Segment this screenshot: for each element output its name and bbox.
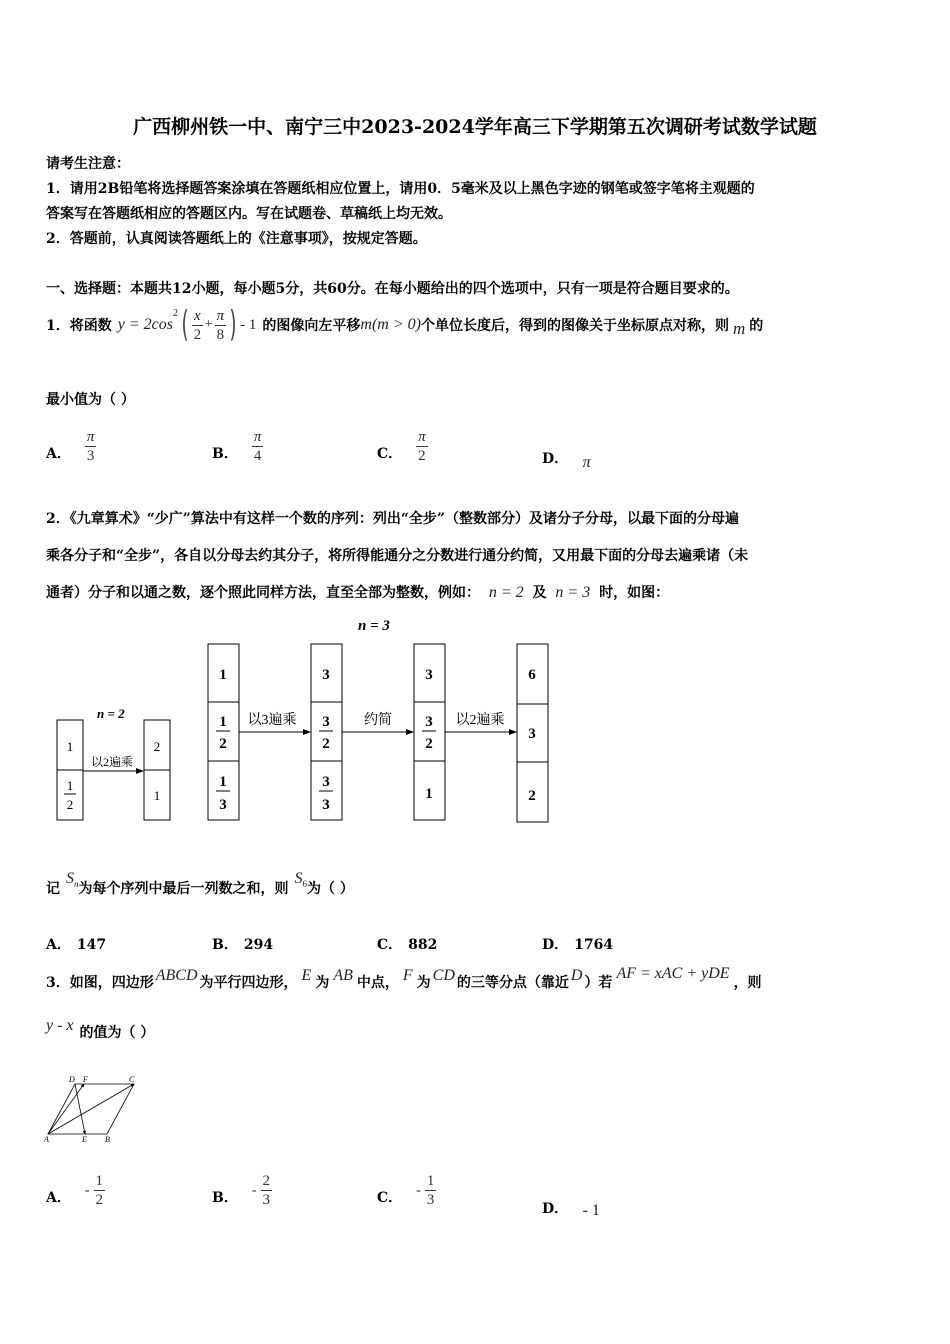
q1-prefix: 1．将函数 bbox=[46, 318, 112, 334]
q2-sn: $S_n$ bbox=[66, 870, 79, 890]
n3-arrow2-label: 约简 bbox=[364, 713, 392, 728]
q2-n2: n = 2 bbox=[488, 584, 524, 601]
svg-text:2: 2 bbox=[425, 736, 433, 752]
page-title: 广西柳州铁一中、南宁三中2023-2024学年高三下学期第五次调研考试数学试题 bbox=[133, 116, 817, 138]
q3-line1: 3．如图，四边形 ABCD 为平行四边形， E 为 AB 中点， F 为 CD 的三等分点（靠近 D ）若 AF = xAC + yDE ，则 bbox=[46, 965, 762, 991]
n3-column-4 bbox=[517, 644, 548, 822]
svg-text:F: F bbox=[83, 1075, 88, 1084]
svg-text:D: D bbox=[69, 1075, 75, 1084]
svg-text:C: C bbox=[129, 1075, 135, 1084]
q3-option-d[interactable]: D． - 1 bbox=[542, 1201, 600, 1219]
q3-option-c[interactable]: C． - $\frac{1}{3}$ bbox=[377, 1173, 435, 1208]
q2-option-d[interactable]: D． 1764 bbox=[542, 937, 614, 953]
notice-item1-line1: 1．请用2B铅笔将选择题答案涂填在答题纸相应位置上，请用0．5毫米及以上黑色字迹的钢笔或签字笔将主观题的 bbox=[46, 181, 755, 197]
q3-option-a[interactable]: A． - $\frac{1}{2}$ bbox=[46, 1173, 104, 1208]
q3-vector-eq: AF = xAC + yDE bbox=[616, 965, 730, 982]
svg-text:3: 3 bbox=[528, 726, 536, 742]
notice-item1-line2: 答案写在答题纸相应的答题区内。写在试题卷、草稿纸上均无效。 bbox=[46, 206, 452, 222]
q2-n3: n = 3 bbox=[555, 584, 591, 601]
n2-right-column bbox=[144, 720, 170, 820]
n3-arrow3-label: 以2遍乘 bbox=[455, 713, 505, 728]
q3-abcd: ABCD bbox=[155, 967, 198, 984]
q1-plus: + bbox=[204, 317, 213, 332]
q1-mid2: 个单位长度后，得到的图像关于坐标原点对称，则 bbox=[420, 318, 729, 334]
question-1: 1．将函数 y = 2cos $^2$ ( $\frac{x}{2}$ + $\frac{\pi}{8}$ ) - 1 的图像向左平移 m(m > 0) 个单位长度后，得到的图像关于坐标原点对称，则 m 的 bbox=[46, 304, 764, 345]
q3-expr: y - x bbox=[46, 1017, 74, 1034]
svg-text:3: 3 bbox=[322, 667, 330, 683]
svg-text:2: 2 bbox=[528, 788, 536, 804]
q3-parallelogram-figure bbox=[42, 1072, 142, 1146]
n3-column-1 bbox=[208, 644, 239, 820]
n2-label: n = 2 bbox=[97, 706, 125, 721]
svg-text:A: A bbox=[44, 1135, 49, 1144]
svg-text:1: 1 bbox=[219, 667, 227, 683]
n3-column-3 bbox=[414, 644, 445, 820]
q1-option-b[interactable]: B． $\frac{\pi}{4}$ bbox=[212, 429, 262, 464]
svg-text:3: 3 bbox=[425, 714, 433, 730]
q1-option-a[interactable]: A． $\frac{\pi}{3}$ bbox=[46, 429, 95, 464]
q3-f: F bbox=[402, 967, 413, 984]
q1-minus-one: - 1 bbox=[240, 316, 257, 333]
svg-text:B: B bbox=[105, 1135, 110, 1144]
svg-text:3: 3 bbox=[322, 714, 330, 730]
svg-text:3: 3 bbox=[219, 797, 227, 813]
svg-text:2: 2 bbox=[219, 736, 227, 752]
n3-label: n = 3 bbox=[358, 618, 390, 634]
svg-text:3: 3 bbox=[322, 797, 330, 813]
q1-frac-x2: $\frac{x}{2}$ bbox=[193, 307, 202, 343]
q2-question: 记 $S_n$ 为每个序列中最后一列数之和，则 $S_6$ 为（ ） bbox=[46, 870, 354, 897]
q2-option-c[interactable]: C． 882 bbox=[377, 937, 438, 953]
notice-heading: 请考生注意： bbox=[46, 156, 130, 172]
section-heading: 一、选择题：本题共12小题，每小题5分，共60分。在每小题给出的四个选项中，只有一项是符合题目要求的。 bbox=[46, 281, 739, 297]
q1-frac-pi8: $\frac{\pi}{8}$ bbox=[216, 307, 225, 343]
q1-option-c[interactable]: C． $\frac{\pi}{2}$ bbox=[377, 429, 426, 464]
q2-line1: 2．《九章算术》“少广”算法中有这样一个数的序列：列出“全步”（整数部分）及诸分子分母，以最下面的分母遍 bbox=[46, 511, 739, 527]
svg-text:2: 2 bbox=[322, 736, 330, 752]
q1-option-d[interactable]: D． π bbox=[542, 451, 591, 471]
q1-line2: 最小值为（ ） bbox=[46, 392, 135, 408]
svg-text:1: 1 bbox=[66, 778, 74, 793]
q3-cd: CD bbox=[432, 967, 455, 984]
q2-sequence-diagram bbox=[40, 612, 570, 832]
q1-func-exp: 2 bbox=[172, 308, 178, 319]
svg-text:3: 3 bbox=[425, 667, 433, 683]
svg-text:6: 6 bbox=[528, 667, 536, 683]
q3-e: E bbox=[301, 967, 312, 984]
q3-d: D bbox=[570, 967, 583, 984]
n2-left-column bbox=[57, 720, 83, 820]
svg-text:1: 1 bbox=[219, 714, 227, 730]
svg-text:2: 2 bbox=[66, 797, 74, 812]
svg-text:1: 1 bbox=[425, 786, 433, 802]
q1-m-cond: m(m > 0) bbox=[360, 316, 421, 333]
q2-option-b[interactable]: B． 294 bbox=[212, 937, 274, 953]
svg-text:3: 3 bbox=[322, 774, 330, 790]
q3-line2: y - x 的值为（ ） bbox=[46, 1017, 155, 1041]
notice-item2: 2．答题前，认真阅读答题纸上的《注意事项》，按规定答题。 bbox=[46, 231, 427, 247]
n3-column-2 bbox=[311, 644, 342, 820]
q2-option-a[interactable]: A． 147 bbox=[46, 937, 107, 953]
svg-text:E: E bbox=[82, 1135, 87, 1144]
svg-text:1: 1 bbox=[153, 788, 161, 803]
q3-option-b[interactable]: B． - $\frac{2}{3}$ bbox=[212, 1173, 271, 1208]
n2-arrow-label: 以2遍乘 bbox=[90, 755, 134, 769]
svg-text:2: 2 bbox=[153, 739, 161, 754]
q1-suffix: 的 bbox=[749, 318, 764, 334]
q3-ab: AB bbox=[333, 967, 353, 984]
q2-line2: 乘各分子和“全步”，各自以分母去约其分子，将所得能通分之分数进行通分约简，又用最下面的分母去遍乘诸（未 bbox=[46, 548, 749, 564]
q1-mid1: 的图像向左平移 bbox=[262, 318, 361, 334]
q2-line3: 通者）分子和以通之数，逐个照此同样方法，直至全部为整数，例如： n = 2 及 n = 3 时，如图： bbox=[46, 584, 670, 601]
svg-text:1: 1 bbox=[219, 774, 227, 790]
q2-s6: $S_6$ bbox=[294, 870, 307, 890]
q1-func-lhs: y = 2cos bbox=[117, 316, 173, 333]
n3-arrow1-label: 以3遍乘 bbox=[247, 713, 297, 728]
q1-m: m bbox=[732, 319, 746, 338]
svg-text:1: 1 bbox=[66, 739, 74, 754]
